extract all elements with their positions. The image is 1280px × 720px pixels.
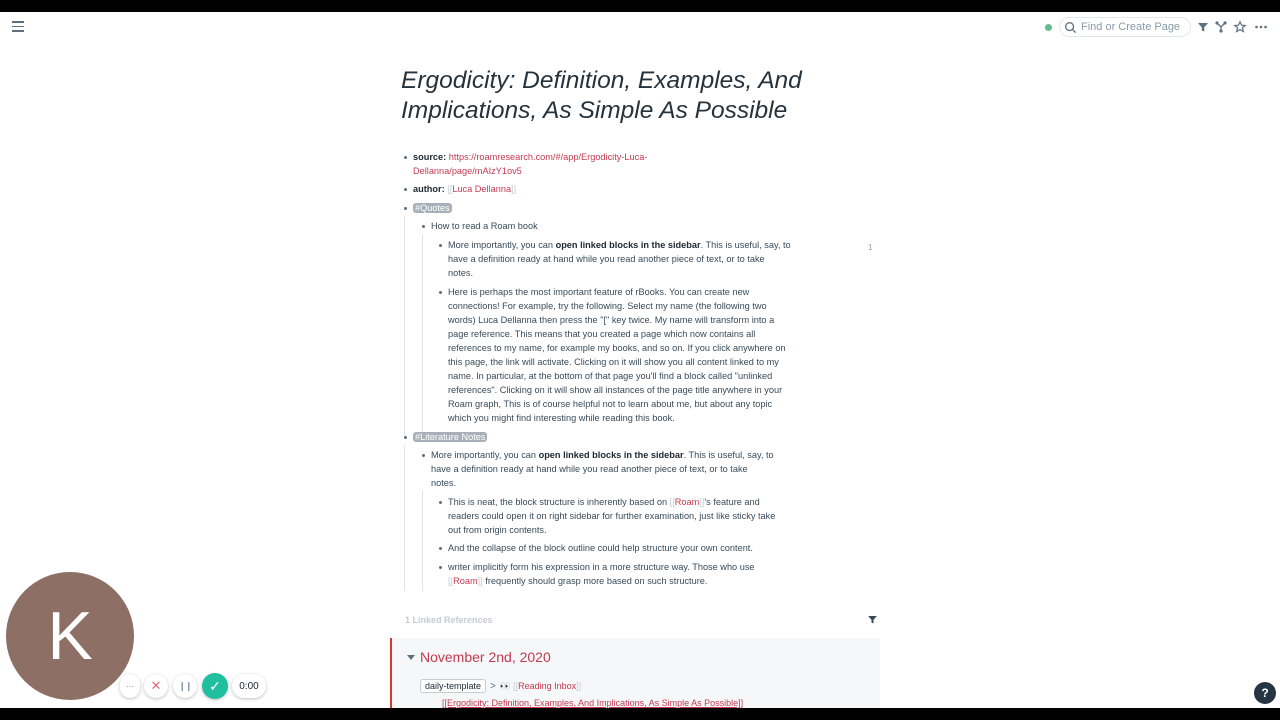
- bracket-open: [[: [448, 576, 454, 586]
- text: this page, the link will activate. Clicking on it will show you all content linked to my: [448, 357, 779, 367]
- bullet[interactable]: [422, 225, 425, 228]
- page-title[interactable]: Ergodicity: Definition, Examples, And Implications, As Simple As Possible: [401, 67, 802, 124]
- search-icon: [1064, 21, 1077, 34]
- quote-block-1[interactable]: [448, 238, 808, 280]
- how-to-read-block[interactable]: How to read a Roam book: [431, 221, 538, 231]
- linked-reference-panel: [390, 638, 880, 708]
- bullet[interactable]: [404, 207, 407, 210]
- menu-icon[interactable]: [12, 21, 24, 33]
- more-button[interactable]: ···: [120, 674, 140, 698]
- source-label: source:: [413, 152, 447, 162]
- bullet[interactable]: [439, 291, 442, 294]
- bullet[interactable]: [404, 436, 407, 439]
- search-box[interactable]: [1059, 17, 1191, 37]
- author-block[interactable]: [413, 182, 793, 196]
- timer: 0:00: [232, 674, 266, 698]
- source-url-link-cont[interactable]: Dellanna/page/mAIzY1ov5: [413, 166, 522, 176]
- text: readers could open it on right sidebar for further examination, just like sticky take: [448, 511, 776, 521]
- text: name. In particular, at the bottom of that page you'll find a block called "unlinked: [448, 371, 773, 381]
- bracket-open: [[: [447, 184, 453, 194]
- quote-block-2[interactable]: [448, 285, 808, 425]
- text: notes.: [431, 478, 457, 488]
- bracket-close: ]]: [576, 681, 582, 691]
- text: writer implicitly form his expression in a more structure way. Those who use: [448, 562, 755, 572]
- reference-date-link[interactable]: November 2nd, 2020: [420, 649, 551, 665]
- avatar: K: [6, 572, 134, 700]
- roam-link[interactable]: Roam: [674, 497, 700, 507]
- more-icon[interactable]: [1254, 20, 1268, 34]
- bracket-close: ]]: [477, 576, 483, 586]
- star-icon[interactable]: [1233, 20, 1247, 34]
- lit-block-4[interactable]: [448, 560, 808, 588]
- text: . This is useful, say, to: [700, 240, 791, 250]
- outline-guide: [404, 445, 405, 591]
- bracket-open: [[: [669, 497, 675, 507]
- lit-block-2[interactable]: [448, 495, 808, 537]
- done-button[interactable]: ✓: [202, 673, 228, 699]
- text: 's feature and: [704, 497, 760, 507]
- filter-icon[interactable]: [1196, 20, 1210, 34]
- text: More importantly, you can: [431, 450, 539, 460]
- text: . This is useful, say, to: [683, 450, 774, 460]
- outline-guide: [422, 490, 423, 591]
- literature-tag[interactable]: #Literature Notes: [415, 432, 486, 442]
- text: which you might find interesting while reading this book.: [448, 413, 675, 423]
- lit-block-3[interactable]: And the collapse of the block outline could help structure your own content.: [448, 543, 753, 553]
- text: have a definition ready at hand while you read another piece of text, or to take: [448, 254, 765, 264]
- lit-block-1[interactable]: [431, 448, 801, 490]
- quotes-tag[interactable]: #Quotes: [415, 203, 450, 213]
- search-input[interactable]: [1081, 21, 1189, 33]
- sync-status-dot: [1045, 24, 1052, 31]
- quotes-block[interactable]: [413, 201, 452, 215]
- bullet[interactable]: [404, 156, 407, 159]
- bold-text: open linked blocks in the sidebar: [538, 450, 684, 460]
- reading-inbox-link[interactable]: Reading Inbox: [518, 681, 577, 691]
- source-url-link[interactable]: https://roamresearch.com/#/app/Ergodicity-Luca-: [448, 152, 648, 162]
- graph-icon[interactable]: [1214, 20, 1228, 34]
- bullet[interactable]: [404, 188, 407, 191]
- text: have a definition ready at hand while you read another piece of text, or to take: [431, 464, 748, 474]
- breadcrumb-chip[interactable]: daily-template: [420, 679, 486, 693]
- breadcrumb-separator: >: [490, 680, 496, 692]
- text: references". Clicking on it will show all instances of the page title anywhere in your: [448, 385, 783, 395]
- bullet[interactable]: [439, 244, 442, 247]
- app-window: [0, 12, 1280, 708]
- text: notes.: [448, 268, 474, 278]
- bracket-close: ]]: [699, 497, 705, 507]
- bullet[interactable]: [422, 454, 425, 457]
- text: More importantly, you can: [448, 240, 556, 250]
- author-label: author:: [413, 184, 445, 194]
- bold-text: open linked blocks in the sidebar: [555, 240, 701, 250]
- cancel-button[interactable]: ✕: [144, 674, 168, 698]
- outline-guide: [404, 216, 405, 436]
- outline-guide: [422, 234, 423, 436]
- reference-block[interactable]: [[Ergodicity: Definition, Examples, And Implications, As Simple As Possible]]: [442, 698, 744, 708]
- reference-count[interactable]: 1: [868, 243, 873, 252]
- bracket-open: [[: [513, 681, 519, 691]
- text: Here is perhaps the most important feature of rBooks. You can create new: [448, 287, 750, 297]
- roam-link[interactable]: Roam: [453, 576, 478, 586]
- text: words) Luca Dellanna then press the "[" key twice. My name will transform into a: [448, 315, 775, 325]
- eyes-icon: 👀: [499, 680, 512, 691]
- bullet[interactable]: [439, 566, 442, 569]
- linked-references-title[interactable]: 1 Linked References: [405, 615, 493, 625]
- bracket-close: ]]: [511, 184, 517, 194]
- bullet[interactable]: [439, 501, 442, 504]
- text: This is neat, the block structure is inherently based on: [448, 497, 670, 507]
- text: frequently should grasp more based on such structure.: [482, 576, 708, 586]
- top-bar: [0, 12, 1280, 42]
- text: out from origin contents.: [448, 525, 547, 535]
- text: Roam graph, This is of course helpful not to learn about me, but about any topic: [448, 399, 773, 409]
- literature-block[interactable]: [413, 430, 487, 444]
- text: connections! For example, try the following. Select my name (the following two: [448, 301, 767, 311]
- breadcrumb: [420, 678, 581, 694]
- source-block[interactable]: [413, 150, 793, 178]
- filter-icon[interactable]: [867, 614, 878, 625]
- text: references to my name, for example my books, and so on. If you click anywhere on: [448, 343, 786, 353]
- bullet[interactable]: [439, 547, 442, 550]
- pause-button[interactable]: ❙❙: [173, 674, 197, 698]
- text: page reference. This means that you created a page which now contains all: [448, 329, 756, 339]
- caret-down-icon[interactable]: [407, 655, 415, 660]
- help-button[interactable]: ?: [1254, 682, 1276, 704]
- author-link[interactable]: Luca Dellanna: [452, 184, 512, 194]
